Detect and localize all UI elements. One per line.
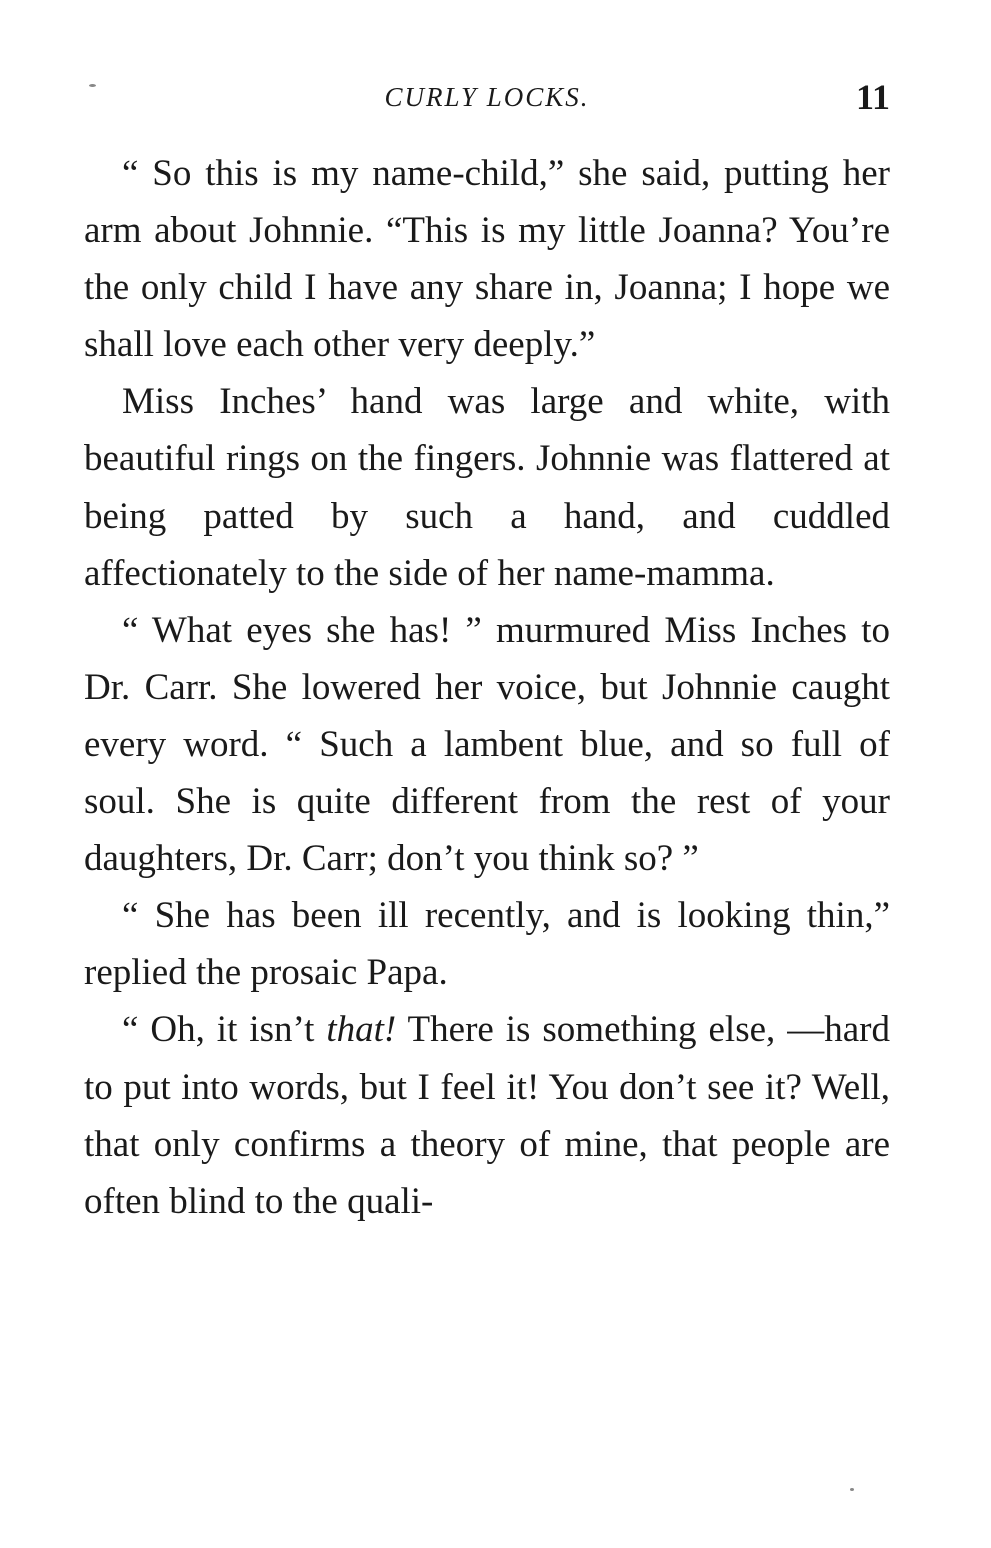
print-speck [850,1488,854,1491]
print-speck [89,84,96,87]
running-title: CURLY LOCKS. [384,82,590,112]
paragraph-3: “ What eyes she has! ” murmured Miss Inches to Dr. Carr. She lowered her voice, but Johnnie caught every word. “ Such a lambent blue, and so full of soul. She is quite different from the rest of your daughters, Dr. Carr; don’t you think so? ” [84,609,890,880]
paragraph-4: “ She has been ill recently, and is looking thin,” replied the prosaic Papa. [84,895,890,994]
paragraph-1: “ So this is my name-child,” she said, putting her arm about Johnnie. “This is my little Joanna? You’re the only child I have any share in, Joanna; I hope we shall love each other very deeply.” [84,153,890,366]
paragraph-5-italic: that! [326,1009,397,1051]
body-text [84,145,890,1230]
paragraph-5-rest: There is something else, —hard to put into words, but I feel it! You don’t see it? Well, that only confirms a theory of mine, that people are often blind to the quali- [84,1009,890,1222]
paragraph-5-start: “ Oh, it isn’t [122,1009,327,1051]
page-number: 11 [855,77,890,117]
page-header [84,72,890,122]
paragraph-2: Miss Inches’ hand was large and white, with beautiful rings on the fingers. Johnnie was flattered at being patted by such a hand, and cuddled affectionately to the side of her name-mamma. [84,381,890,594]
paragraph-5 [84,1001,890,1229]
